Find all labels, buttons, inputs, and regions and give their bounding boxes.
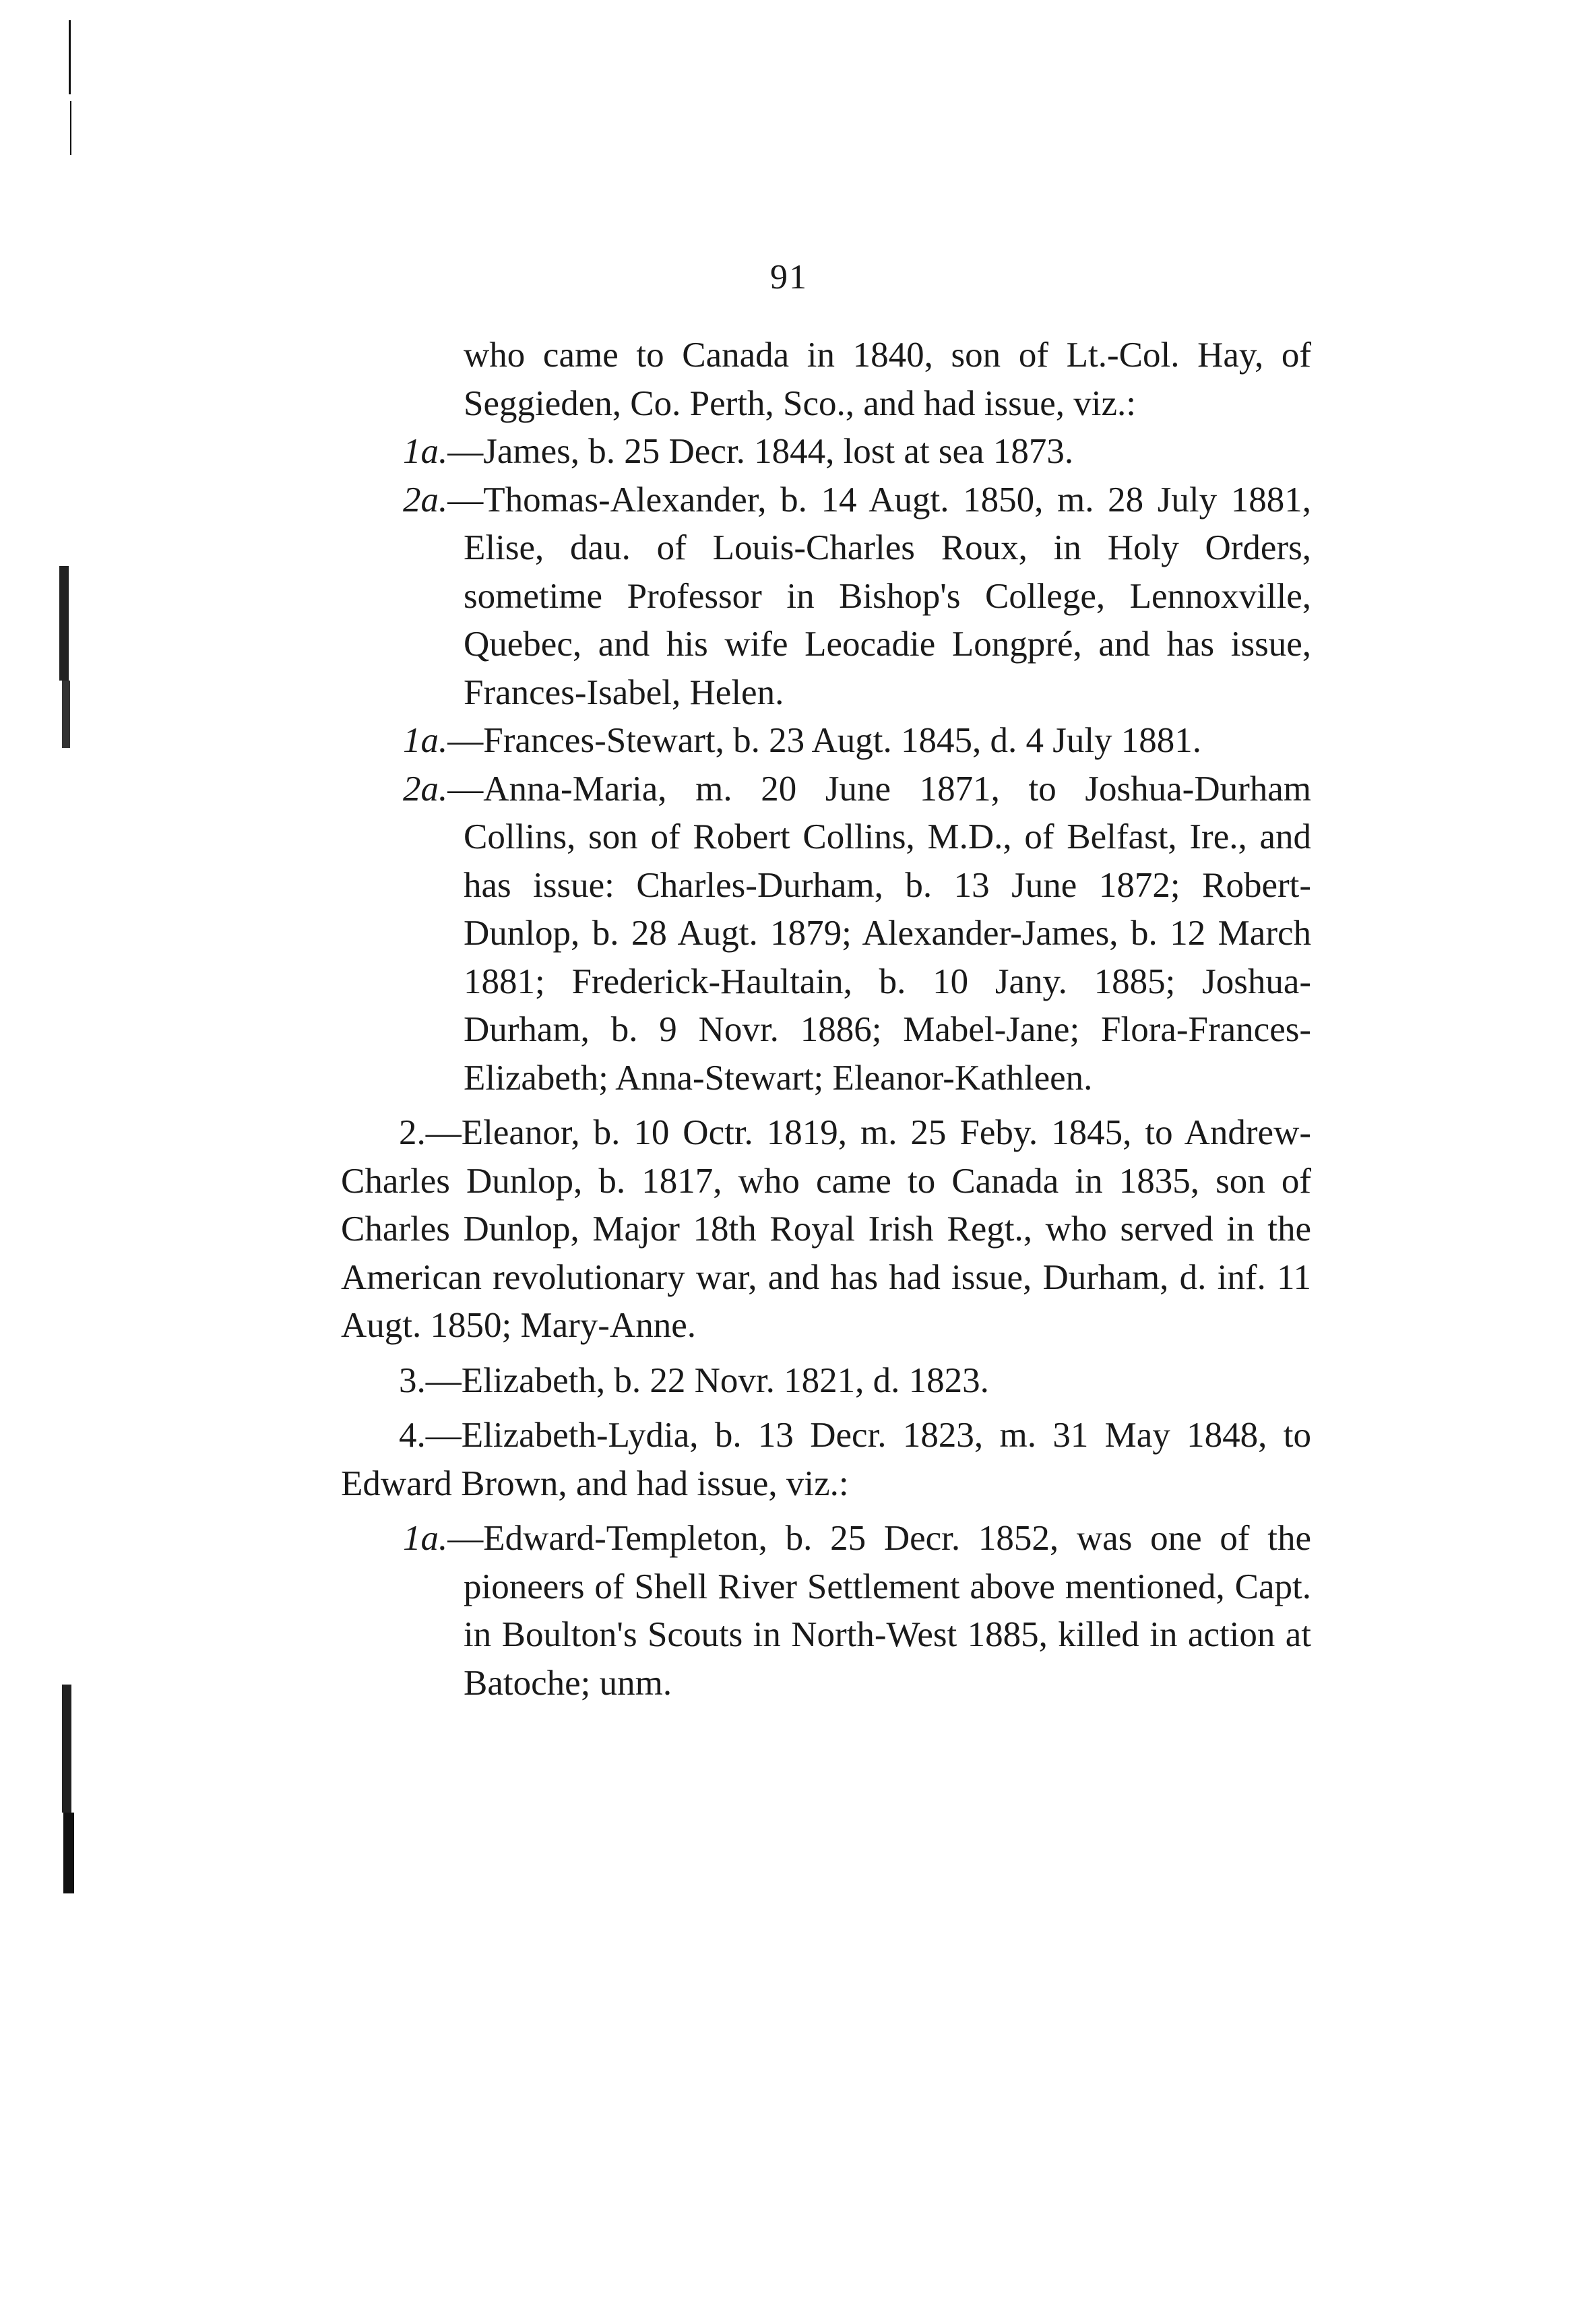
scan-mark-top <box>69 20 71 94</box>
page-body <box>341 332 1311 1707</box>
entry-label: 2a. <box>403 480 448 520</box>
list-item <box>341 428 1311 476</box>
scan-mark-mid-2 <box>62 681 70 748</box>
entry-text: —James, b. 25 Decr. 1844, lost at sea 1873. <box>447 432 1074 471</box>
list-item <box>341 765 1311 1103</box>
scan-mark-top-2 <box>70 101 71 155</box>
page-number: 91 <box>770 258 808 296</box>
entry-text: —Thomas-Alexander, b. 14 Augt. 1850, m. 28 July 1881, Elise, dau. of Louis-Charles Roux, in Holy Orders, sometime Professor in Bishop's College, Lennoxville, Quebec, and his wife Leocadie Longpré, and has issue, Frances-Isabel, Helen. <box>447 480 1311 712</box>
paragraph: 2.—Eleanor, b. 10 Octr. 1819, m. 25 Feby. 1845, to Andrew-Charles Dunlop, b. 1817, who came to Canada in 1835, son of Charles Dunlop, Major 18th Royal Irish Regt., who served in the American revolutionary war, and has had issue, Durham, d. inf. 11 Augt. 1850; Mary-Anne. <box>341 1113 1311 1345</box>
paragraph: 4.—Elizabeth-Lydia, b. 13 Decr. 1823, m. 31 May 1848, to Edward Brown, and had issue, viz.: <box>341 1416 1311 1503</box>
scan-mark-mid <box>59 566 69 681</box>
list-item <box>341 1515 1311 1707</box>
entry-text: —Edward-Templeton, b. 25 Decr. 1852, was one of the pioneers of Shell River Settlement above mentioned, Capt. in Boulton's Scouts in North-West 1885, killed in action at Batoche; unm. <box>447 1519 1311 1703</box>
entry-label: 1a. <box>403 721 448 760</box>
entry-label: 1a. <box>403 1519 448 1558</box>
entry-text: —Frances-Stewart, b. 23 Augt. 1845, d. 4 July 1881. <box>447 721 1202 760</box>
scan-mark-low <box>62 1685 71 1813</box>
list-item <box>341 717 1311 765</box>
list-item <box>341 476 1311 718</box>
paragraph: 3.—Elizabeth, b. 22 Novr. 1821, d. 1823. <box>399 1360 989 1400</box>
scan-mark-low-2 <box>63 1813 74 1893</box>
entry-label: 1a. <box>403 432 448 471</box>
intro-text: who came to Canada in 1840, son of Lt.-Col. Hay, of Seggieden, Co. Perth, Sco., and had issue, viz.: <box>464 336 1311 423</box>
entry-label: 2a. <box>403 769 448 809</box>
entry-text: —Anna-Maria, m. 20 June 1871, to Joshua-Durham Collins, son of Robert Collins, M.D., of Belfast, Ire., and has issue: Charles-Durham, b. 13 June 1872; Robert-Dunlop, b. 28 Augt. 1879; Alexander-James, b. 12 March 1881; Frederick-Haultain, b. 10 Jany. 1885; Joshua-Durham, b. 9 Novr. 1886; Mabel-Jane; Flora-Frances-Elizabeth; Anna-Stewart; Eleanor-Kathleen. <box>447 769 1311 1098</box>
